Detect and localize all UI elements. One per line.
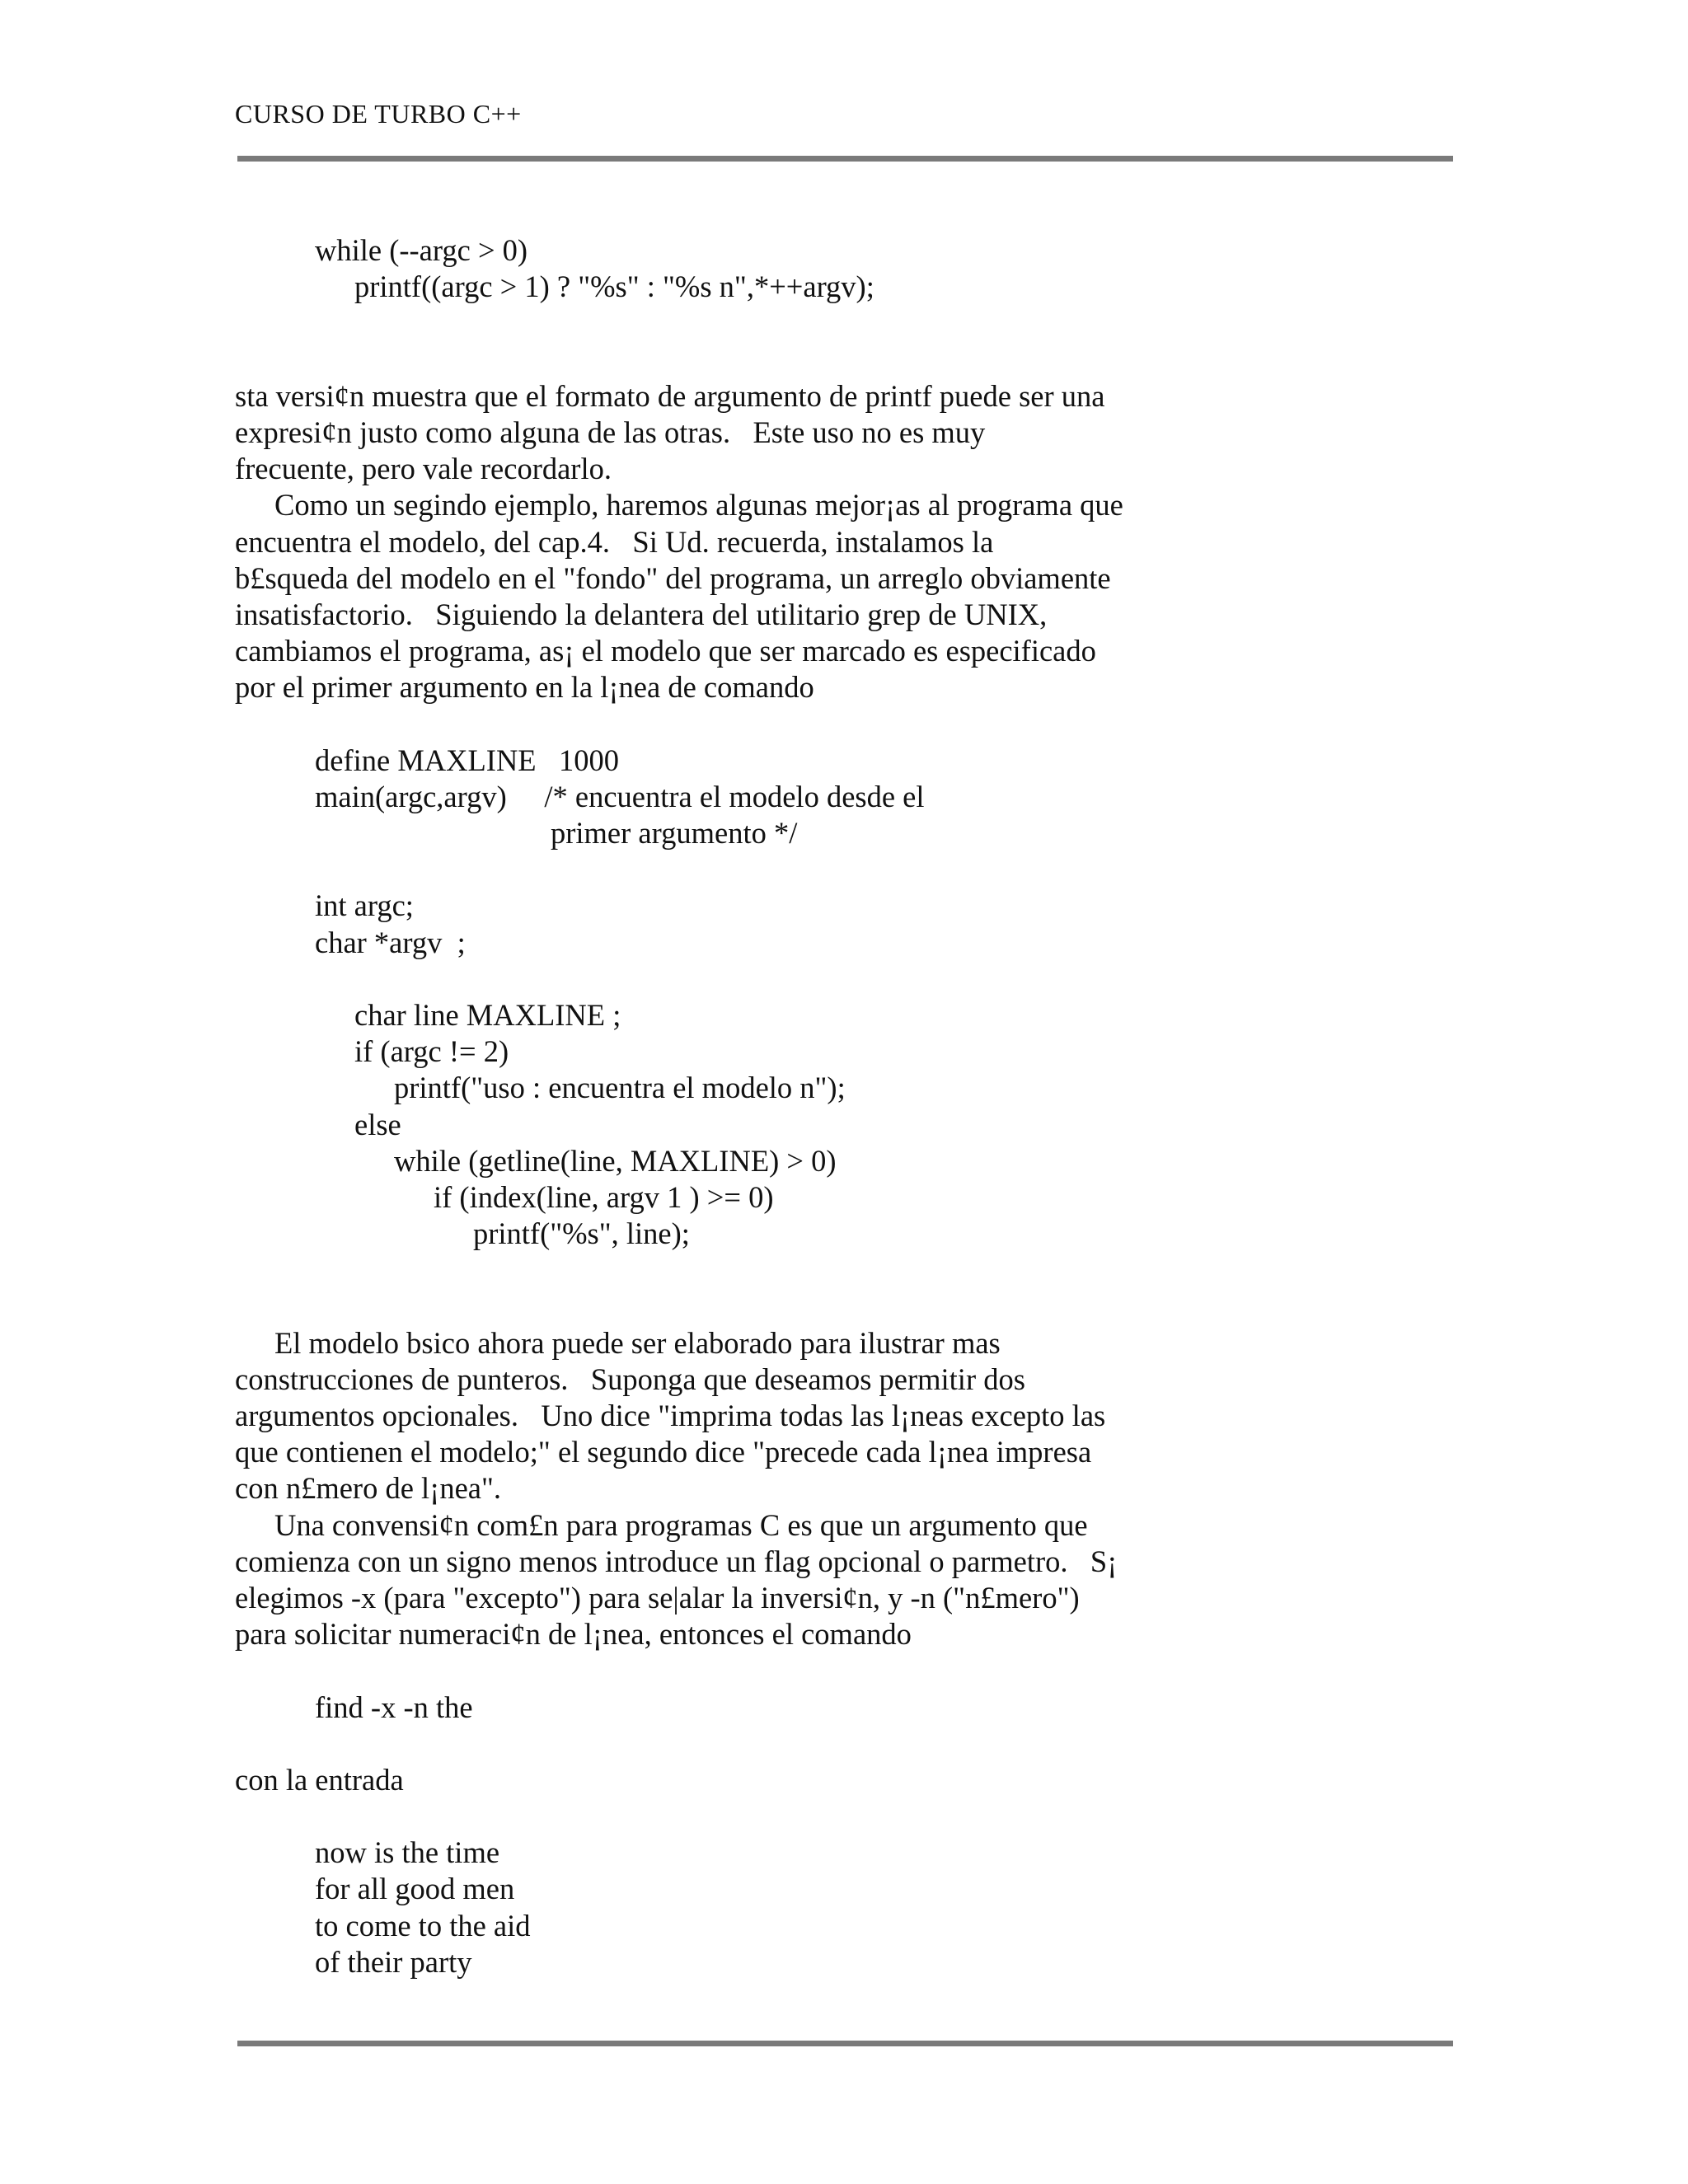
- paragraph-line: comienza con un signo menos introduce un flag opcional o parmetro. S¡: [235, 1544, 1118, 1578]
- code-line: define MAXLINE 1000: [315, 743, 619, 777]
- code-line: primer argumento */: [551, 816, 798, 850]
- paragraph-line: sta versi¢n muestra que el formato de argumento de printf puede ser una: [235, 378, 1105, 413]
- code-line: while (getline(line, MAXLINE) > 0): [394, 1143, 837, 1178]
- paragraph-line: elegimos -x (para "excepto") para se|alar la inversi¢n, y -n ("n£mero"): [235, 1580, 1080, 1615]
- input-line: for all good men: [315, 1872, 515, 1906]
- code-line: printf("uso : encuentra el modelo n");: [394, 1071, 846, 1105]
- code-line: main(argc,argv) /* encuentra el modelo desde el: [315, 779, 925, 813]
- paragraph-line: insatisfactorio. Siguiendo la delantera del utilitario grep de UNIX,: [235, 597, 1048, 631]
- paragraph-line: encuentra el modelo, del cap.4. Si Ud. recuerda, instalamos la: [235, 524, 994, 559]
- paragraph-line: cambiamos el programa, as¡ el modelo que ser marcado es especificado: [235, 634, 1096, 668]
- paragraph-line: construcciones de punteros. Suponga que deseamos permitir dos: [235, 1361, 1025, 1396]
- code-line: while (--argc > 0): [315, 233, 528, 267]
- header-divider: [237, 156, 1453, 162]
- code-line: printf((argc > 1) ? "%s" : "%s n",*++argv);: [354, 269, 874, 304]
- paragraph-line: El modelo bsico ahora puede ser elaborado para ilustrar mas: [274, 1325, 1001, 1360]
- paragraph-line: por el primer argumento en la l¡nea de comando: [235, 670, 814, 705]
- page-body: [235, 232, 1455, 1980]
- code-line: int argc;: [315, 888, 414, 923]
- code-line: if (argc != 2): [354, 1034, 509, 1069]
- paragraph-line: con n£mero de l¡nea".: [235, 1471, 501, 1506]
- paragraph-line: que contienen el modelo;" el segundo dice "precede cada l¡nea impresa: [235, 1435, 1092, 1469]
- footer-divider: [237, 2041, 1453, 2046]
- code-line: char line MAXLINE ;: [354, 997, 621, 1032]
- command-line: find -x -n the: [315, 1690, 473, 1724]
- paragraph-line: con la entrada: [235, 1762, 404, 1797]
- paragraph-line: expresi¢n justo como alguna de las otras. Este uso no es muy: [235, 415, 986, 449]
- paragraph-line: frecuente, pero vale recordarlo.: [235, 452, 612, 486]
- paragraph-line: Una convensi¢n com£n para programas C es que un argumento que: [274, 1507, 1088, 1542]
- input-line: of their party: [315, 1944, 472, 1979]
- input-line: now is the time: [315, 1835, 500, 1870]
- paragraph-line: argumentos opcionales. Uno dice "imprima todas las l¡neas excepto las: [235, 1399, 1106, 1432]
- code-line: char *argv ;: [315, 925, 466, 959]
- paragraph-line: Como un segindo ejemplo, haremos algunas mejor¡as al programa que: [274, 488, 1123, 523]
- input-line: to come to the aid: [315, 1908, 531, 1943]
- code-line: if (index(line, argv 1 ) >= 0): [434, 1179, 774, 1214]
- paragraph-line: para solicitar numeraci¢n de l¡nea, entonces el comando: [235, 1617, 912, 1652]
- page-header-title: CURSO DE TURBO C++: [235, 99, 522, 129]
- paragraph-line: b£squeda del modelo en el "fondo" del programa, un arreglo obviamente: [235, 560, 1111, 595]
- code-line: else: [354, 1107, 401, 1141]
- code-line: printf("%s", line);: [473, 1216, 690, 1251]
